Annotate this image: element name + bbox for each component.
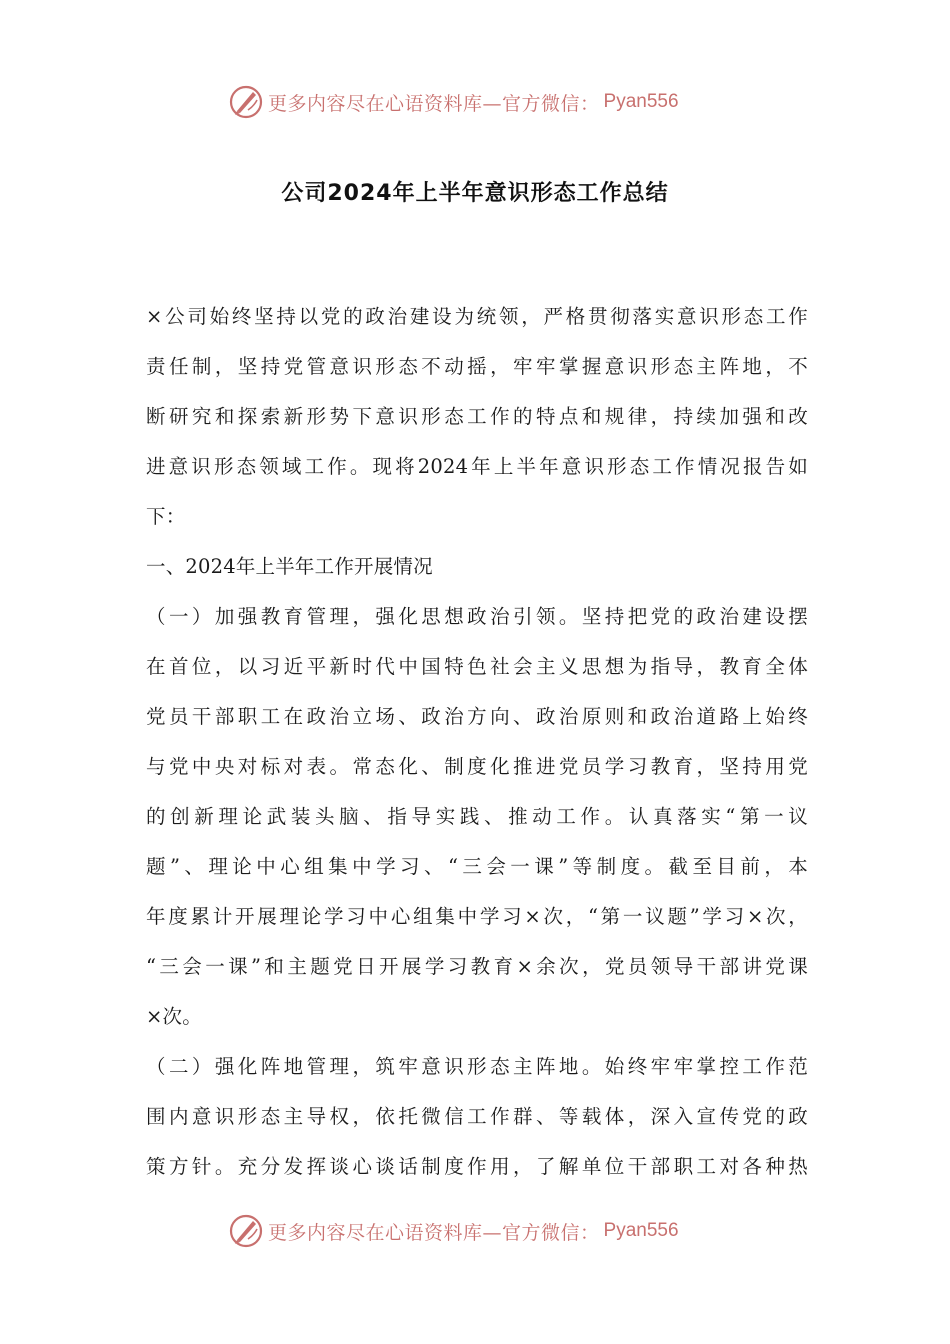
document-title: 公司2024年上半年意识形态工作总结	[281, 181, 669, 206]
watermark-text: 更多内容尽在心语资料库—官方微信：	[268, 1221, 600, 1244]
body-line: 题”、理论中心组集中学习、“三会一课”等制度。截至目前，本	[146, 855, 808, 878]
body-line: 党员干部职工在政治立场、政治方向、政治原则和政治道路上始终	[146, 705, 808, 728]
body-line: （一）加强教育管理，强化思想政治引领。坚持把党的政治建设摆	[146, 605, 808, 628]
section-heading: 一、2024年上半年工作开展情况	[146, 555, 433, 578]
body-line: ×次。	[146, 1005, 202, 1028]
watermark-banner-bottom	[228, 1211, 748, 1251]
body-line: 在首位，以习近平新时代中国特色社会主义思想为指导，教育全体	[146, 655, 808, 678]
body-line: 进意识形态领域工作。现将2024年上半年意识形态工作情况报告如	[146, 455, 808, 478]
body-line: “三会一课”和主题党日开展学习教育×余次，党员领导干部讲党课	[146, 955, 808, 978]
watermark-banner-top	[228, 82, 748, 122]
body-line: （二）强化阵地管理，筑牢意识形态主阵地。始终牢牢掌控工作范	[146, 1055, 808, 1078]
body-line: 策方针。充分发挥谈心谈话制度作用，了解单位干部职工对各种热	[146, 1155, 808, 1178]
watermark-wechat-id: Pyan556	[603, 91, 679, 112]
body-line: 与党中央对标对表。常态化、制度化推进党员学习教育，坚持用党	[146, 755, 808, 778]
document-body	[146, 292, 808, 1192]
body-line: 围内意识形态主导权，依托微信工作群、等载体，深入宣传党的政	[146, 1105, 808, 1128]
pen-logo-icon	[228, 1213, 264, 1249]
body-line: 下：	[146, 505, 186, 528]
body-line: 断研究和探索新形势下意识形态工作的特点和规律，持续加强和改	[146, 405, 808, 428]
body-line: 的创新理论武装头脑、指导实践、推动工作。认真落实“第一议	[146, 805, 808, 828]
pen-logo-icon	[228, 84, 264, 120]
watermark-wechat-id: Pyan556	[603, 1220, 679, 1241]
body-line: 年度累计开展理论学习中心组集中学习×次，“第一议题”学习×次，	[146, 905, 808, 928]
watermark-text: 更多内容尽在心语资料库—官方微信：	[268, 92, 600, 115]
body-line: 责任制，坚持党管意识形态不动摇，牢牢掌握意识形态主阵地，不	[146, 355, 808, 378]
body-line: ×公司始终坚持以党的政治建设为统领，严格贯彻落实意识形态工作	[146, 305, 808, 328]
